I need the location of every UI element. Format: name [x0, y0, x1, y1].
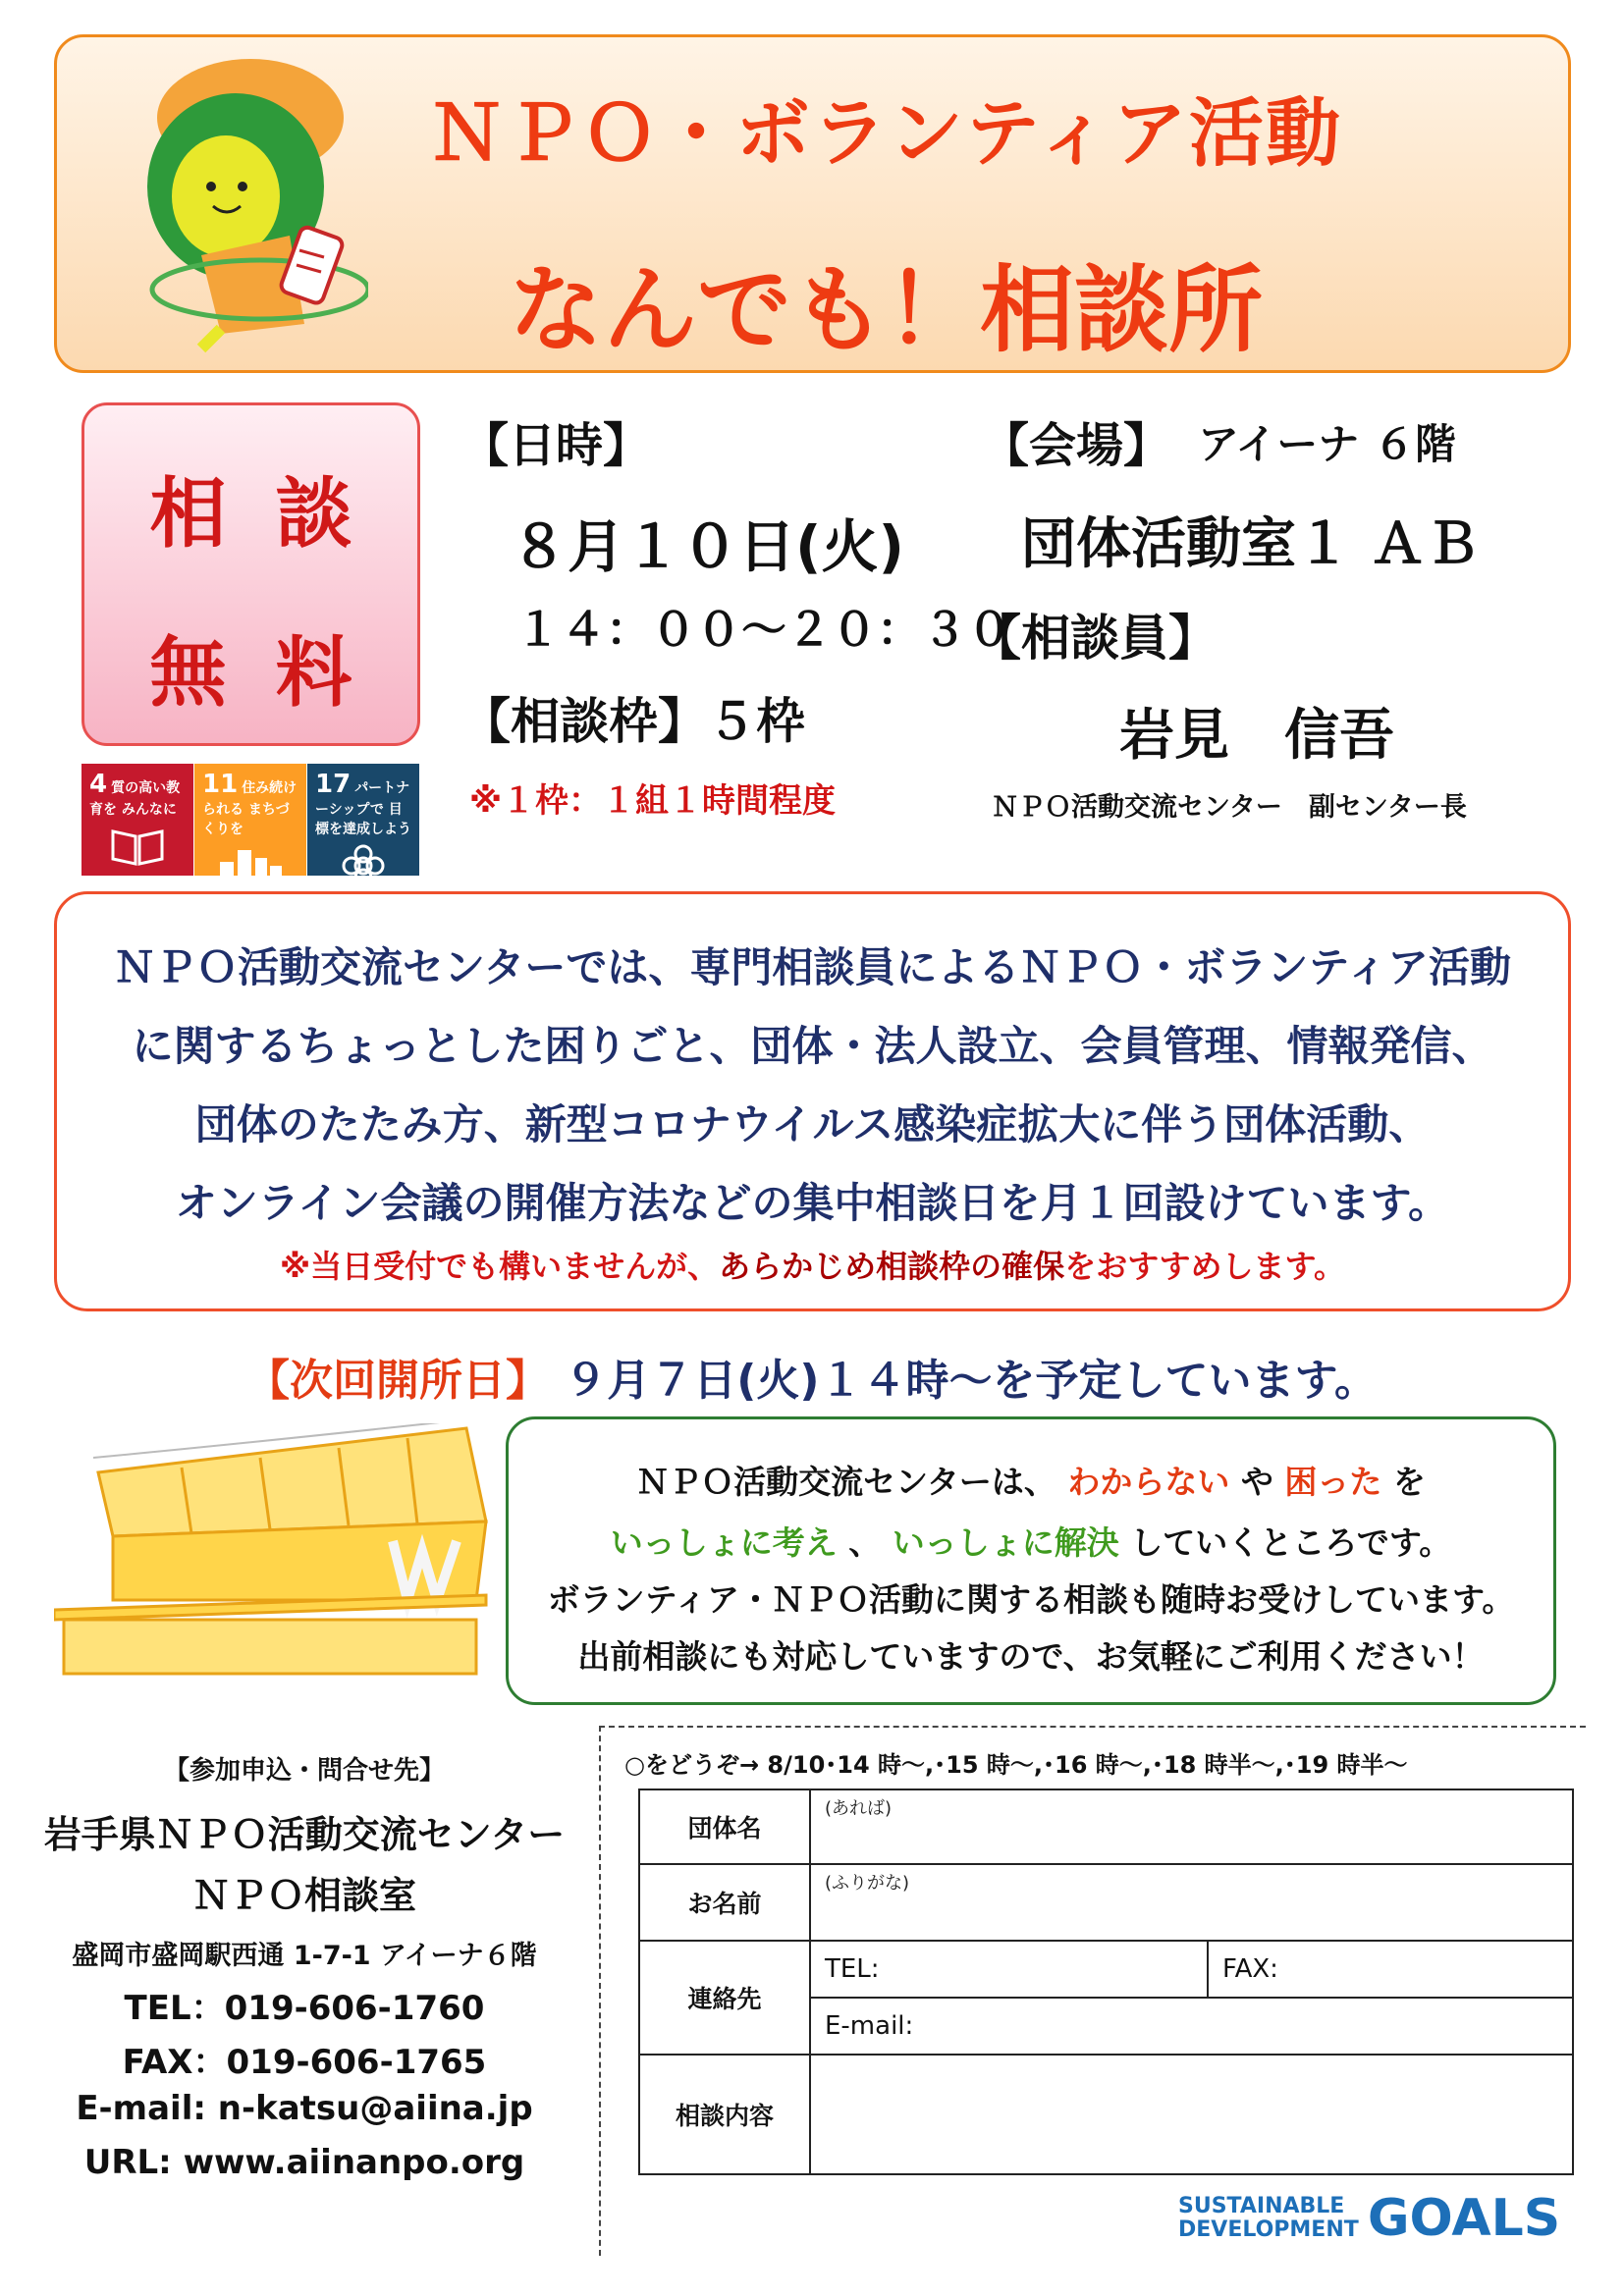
email-field[interactable]: E-mail:: [810, 1998, 1573, 2055]
contact-email[interactable]: E-mail: n-katsu@aiina.jp: [76, 2089, 533, 2128]
fax-field[interactable]: FAX:: [1208, 1941, 1573, 1998]
group-field[interactable]: (あれば): [810, 1789, 1573, 1864]
consultant-name: 岩見 信吾: [1119, 704, 1394, 768]
title-line1: ＮＰＯ・ボランティア活動: [429, 89, 1342, 177]
contact-url[interactable]: URL: www.aiinanpo.org: [83, 2143, 525, 2182]
next-session-text: ９月７日(火)１４時～を予定しています。: [564, 1356, 1379, 1406]
tel-field[interactable]: TEL:: [810, 1941, 1208, 1998]
group-label: 団体名: [639, 1789, 810, 1864]
sdg-tile-4: 4 質の高い教育を みんなに: [81, 764, 193, 876]
contact-org: 岩手県ＮＰＯ活動交流センター: [43, 1813, 566, 1856]
contact-heading: 【参加申込・問合せ先】: [163, 1756, 445, 1786]
consult-label: 相談内容: [639, 2055, 810, 2174]
slots-note: ※１枠：１組１時間程度: [469, 781, 837, 821]
sdg-tile-17: 17 パートナーシップで 目標を達成しよう: [307, 764, 419, 876]
form-cut-line-horizontal: [599, 1726, 1586, 1728]
name-label: お名前: [639, 1864, 810, 1941]
reservation-note: ※当日受付でも構いませんが、あらかじめ相談枠の確保をおすすめします。: [280, 1248, 1345, 1285]
sdgs-logo: SUSTAINABLE DEVELOPMENT GOALS: [1178, 2189, 1561, 2248]
message-line2: いっしょに考え 、 いっしょに解決 していくところです。: [610, 1523, 1452, 1562]
form-instructions: ○をどうぞ→ 8/10･14 時～,･15 時～,･16 時～,･18 時半～,･19 時半～: [624, 1751, 1408, 1779]
next-session-label: 【次回開所日】: [245, 1356, 549, 1406]
free-consultation-badge: [81, 402, 420, 746]
city-icon: [216, 846, 285, 885]
consult-field[interactable]: [810, 2055, 1573, 2174]
next-session: [0, 1345, 1624, 1408]
consultant-title: ＮＰＯ活動交流センター 副センター長: [992, 792, 1467, 823]
sdg-tile-11: 11 住み続けられる まちづくりを: [194, 764, 306, 876]
badge-line1: 相談: [149, 470, 402, 559]
application-form: [638, 1789, 1574, 2175]
description-line: 団体のたたみ方、新型コロナウイルス感染症拡大に伴う団体活動、: [194, 1100, 1431, 1148]
description-line: に関するちょっとした困りごと、団体・法人設立、会員管理、情報発信、: [132, 1022, 1493, 1070]
contact-label: 連絡先: [639, 1941, 810, 2055]
date-heading: 【日時】: [461, 418, 651, 473]
sdgs-goals-text: GOALS: [1367, 2189, 1561, 2248]
description-line: ＮＰＯ活動交流センターでは、専門相談員によるＮＰＯ・ボランティア活動: [114, 943, 1511, 991]
contact-address: 盛岡市盛岡駅西通 1-7-1 アイーナ６階: [72, 1941, 537, 1971]
consultant-heading: 【相談員】: [972, 610, 1218, 667]
description-line: オンライン会議の開催方法などの集中相談日を月１回設けています。: [175, 1179, 1450, 1227]
event-time: １４：００～２０：３０: [515, 603, 1012, 656]
book-icon: [108, 827, 167, 866]
slots-heading: 【相談枠】５枠: [461, 693, 805, 750]
form-cut-line-vertical: [599, 1726, 601, 2256]
contact-fax: FAX：019-606-1765: [122, 2043, 487, 2082]
description-box: [54, 891, 1571, 1311]
message-line1: ＮＰＯ活動交流センターは、 わからない や 困った を: [636, 1463, 1426, 1501]
building-illustration: [54, 1423, 496, 1679]
message-line3: ボランティア・ＮＰＯ活動に関する相談も随時お受けしています。: [547, 1580, 1515, 1619]
venue-name: アイーナ ６階: [1198, 420, 1456, 468]
flower-icon: [339, 844, 388, 887]
badge-line2: 無料: [149, 629, 402, 718]
center-message-box: [506, 1416, 1556, 1705]
venue-heading: 【会場】: [982, 418, 1171, 473]
contact-tel: TEL：019-606-1760: [124, 1989, 485, 2028]
title-line2: なんでも！相談所: [509, 255, 1263, 365]
event-date: ８月１０日(火): [511, 513, 905, 580]
name-field[interactable]: (ふりがな): [810, 1864, 1573, 1941]
message-line4: 出前相談にも対応していますので、お気軽にご利用ください！: [577, 1637, 1485, 1676]
contact-dept: ＮＰＯ相談室: [191, 1874, 416, 1917]
venue-room: 団体活動室１ ＡＢ: [1021, 512, 1481, 576]
